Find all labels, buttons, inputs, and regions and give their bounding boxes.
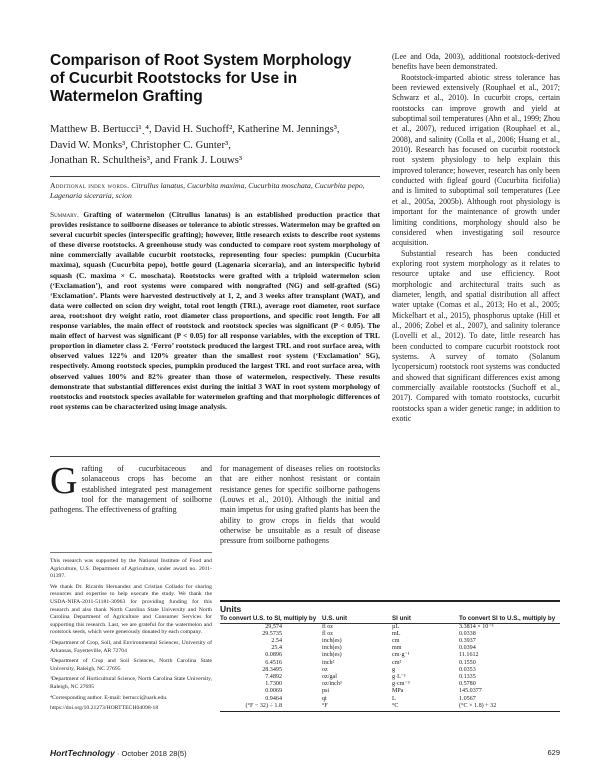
- units-header: U.S. unit: [322, 614, 348, 622]
- footnote: We thank Dr. Ricardo Hernandez and Cristian Collado for sharing resources and expertise to help execute the study. We thank the USDA-NIFA-2011-51181-30963 for providing funding for this research and also thank North Carolina State University and North Carolina Department of Agriculture and Consumer Services for supporting this research. Last, we are grateful for the watermelon and rootstock seeds, which were generously donated by each company.: [50, 583, 212, 636]
- divider-rule: [50, 456, 380, 457]
- units-header: To convert U.S. to SI, multiply by: [220, 614, 317, 622]
- footnote: ²Department of Crop and Soil Sciences, North Carolina State University, Raleigh, NC 27695: [50, 658, 212, 672]
- page-footer: [50, 748, 560, 758]
- table-cell: 0.0896: [265, 652, 282, 659]
- body-paragraph: (Lee and Oda, 2003), additional rootstock-derived benefits have been demonstrated.: [392, 52, 560, 72]
- units-header: To convert SI to U.S., multiply by: [459, 614, 556, 622]
- table-cell: 0.0069: [265, 688, 282, 695]
- keywords: [50, 181, 380, 201]
- summary-label: Summary.: [50, 210, 79, 219]
- table-cell: 1.7300: [265, 681, 282, 688]
- journal-issue: · October 2018 28(5): [116, 749, 187, 758]
- body-text: rafting of cucurbitaceous and solanaceous crops has become an established integrated pest management tool for the management of soilborne pathogens. The effectiveness of grafting: [50, 464, 212, 515]
- drop-cap: G: [50, 460, 78, 502]
- table-cell: 29.5735: [262, 630, 282, 637]
- table-cell: 28.3495: [262, 666, 282, 673]
- table-cell: °F: [322, 702, 328, 709]
- table-row: [220, 667, 560, 674]
- table-cell: 6.4516: [265, 659, 282, 666]
- units-bottom-rule: [220, 711, 560, 712]
- units-title: Units: [220, 603, 242, 614]
- units-top-rule: [220, 600, 560, 602]
- table-cell: g·cm⁻³: [392, 681, 410, 688]
- table-row: [220, 631, 560, 638]
- table-cell: mm: [392, 645, 402, 652]
- footnote: ⁴Corresponding author. E-mail: bertucci@uark.edu.: [50, 694, 168, 701]
- table-cell: 1.0567: [459, 695, 476, 702]
- table-cell: qt: [322, 695, 327, 702]
- body-column-a: [50, 460, 212, 516]
- table-cell: 0.9464: [265, 695, 282, 702]
- table-cell: 0.1550: [459, 659, 476, 666]
- units-header: SI unit: [392, 614, 411, 622]
- table-cell: 0.3937: [459, 637, 476, 644]
- units-table: [220, 600, 560, 712]
- units-grid: [220, 615, 560, 710]
- table-cell: g·L⁻¹: [392, 673, 406, 680]
- table-cell: inch(es): [322, 645, 342, 652]
- table-cell: oz/gal: [322, 673, 337, 680]
- table-cell: 3.3814 × 10⁻⁵: [459, 623, 494, 630]
- divider-rule: [50, 176, 380, 177]
- footnote-rule: [50, 552, 212, 553]
- table-cell: 11.1612: [459, 652, 479, 659]
- table-row: [220, 674, 560, 681]
- table-cell: 0.0353: [459, 666, 476, 673]
- table-row: [220, 681, 560, 688]
- author-list: [50, 122, 380, 169]
- abstract: [50, 210, 380, 412]
- table-cell: 0.5780: [459, 681, 476, 688]
- table-cell: inch(es): [322, 652, 342, 659]
- table-cell: cm: [392, 637, 400, 644]
- table-cell: 0.0394: [459, 645, 476, 652]
- table-cell: 7.4892: [265, 673, 282, 680]
- footnotes: [50, 558, 212, 716]
- table-cell: 145.0377: [459, 688, 482, 695]
- summary-text: Grafting of watermelon (Citrullus lanatus) is an established production practice that provides resistance to soilborne diseases or tolerance to abiotic stresses. Watermelon may be grafted on several cucurbit species (interspecific grafting); however, little research exists to describe root systems of these diverse rootstocks. A greenhouse study was conducted to compare root system morphology of nine commercially available cucurbit rootstocks, representing four species: pumpkin (Cucurbita maxima), squash (Cucurbita pepo), bottle gourd (Lagenaria siceraria), and an interspecific hybrid squash (C. maxima × C. moschata). Rootstocks were grafted with a triploid watermelon scion (‘Exclamation’), and root systems were compared with nongrafted (NG) and self-grafted (SG) ‘Exclamation’. Plants were harvested destructively at 1, 2, and 3 weeks after transplant (WAT), and data were collected on scion dry weight, total root length (TRL), average root diameter, root surface area, root:shoot dry weight ratio, root diameter class proportions, and specific root length. For all response variables, the main effect of rootstock and rootstock species was significant (P < 0.05). The main effect of harvest was significant (P < 0.05) for all response variables, with the exception of TRL proportion in diameter class 2. ‘Ferro’ rootstock produced the largest TRL and root surface area, with observed values 122% and 120% greater than the smallest root system (‘Exclamation’ SG), respectively. Among rootstock species, pumpkin produced the largest TRL and root surface area, with observed values 100% and 82% greater than those of watermelon, respectively. These results demonstrate that substantial differences exist during the initial 3 WAT in root system morphology of rootstocks and rootstock species available for watermelon grafting and that morphologic differences of root systems can be characterized using image analysis.: [50, 210, 380, 411]
- table-row: [220, 652, 560, 659]
- table-cell: fl oz: [322, 630, 333, 637]
- authors-line-1: Matthew B. Bertucci¹ˎ⁴, David H. Suchoff², Katherine M. Jennings³,: [50, 124, 340, 135]
- table-cell: °C: [392, 702, 399, 709]
- table-cell: mL: [392, 630, 401, 637]
- table-cell: g: [392, 666, 396, 673]
- body-paragraph: Rootstock-imparted abiotic stress tolerance has been reviewed extensively (Rouphael et al., 2017; Schwarz et al., 2010). In cucurbit crops, certain rootstocks can improve growth and yield at suboptimal soil temperatures (Ahn et al., 1999; Zhou et al., 2007), reduced irrigation (Rouphael et al., 2008), and salinity (Colla et al., 2006; Huang et al., 2010). Research has focused on cucurbit rootstock root system physiology to help explain this improved tolerance; however, research has only been conducted with figleaf gourd (Cucurbita ficifolia) and is limited to suboptimal soil temperatures (Lee et al., 2005a, 2005b). Although root physiology is important for the maintenance of growth under limiting conditions, morphology should also be considered when investigating soil resource acquisition.: [392, 72, 560, 248]
- table-cell: 29,574: [265, 623, 282, 630]
- keywords-text: Citrullus lanatus, Cucurbita maxima, Cucurbita moschata, Cucurbita pepo, Lagenaria siceraria, scion: [50, 181, 365, 201]
- table-cell: 25.4: [271, 645, 282, 652]
- table-cell: oz: [322, 666, 328, 673]
- footnote: This research was supported by the National Institute of Food and Agriculture, U.S. Department of Agriculture, under award no. 2011-01397.: [50, 558, 212, 580]
- article-title: Comparison of Root System Morphology of Cucurbit Rootstocks for Use in Watermelon Grafting: [50, 52, 352, 105]
- table-cell: fl oz: [322, 623, 333, 630]
- table-row: [220, 660, 560, 667]
- page-number: 629: [547, 748, 560, 757]
- table-cell: 2.54: [271, 637, 282, 644]
- body-column-b: for management of diseases relies on rootstocks that are either nonhost resistant or contain resistance genes for specific soilborne pathogens (Louws et al., 2010). Although the initial and main impetus for using grafted plants has been the ability to grow crops in fields that would otherwise be unsuitable as a result of disease pressure from soilborne pathogens: [220, 464, 380, 546]
- table-cell: inch²: [322, 659, 335, 666]
- body-paragraph: Substantial research has been conducted exploring root system morphology as it relates to resource uptake and use efficiency. Root morphologic and architectural traits such as diameter, length, and spatial distribution all affect water uptake (Comas et al., 2013; Ho et al., 2005; Mickelbart et al., 2015), phosphorus uptake (Hill et al., 2006; Zobel et al., 2007), and salinity tolerance (Lovelli et al., 2012). To date, little research has been conducted to compare cucurbit rootstock root systems. A survey of tomato (Solanum lycopersicum) rootstock root systems was conducted and showed that significant differences exist among commercially available rootstocks (Suchoff et al., 2017). Compared with tomato rootstocks, cucurbit rootstocks span a wider genetic range; in addition to exotic: [392, 248, 560, 424]
- table-cell: (°F − 32) ÷ 1.8: [245, 702, 282, 709]
- authors-line-3: Jonathan R. Schultheis³, and Frank J. Louws³: [50, 155, 243, 166]
- footnote: ³Department of Horticultural Science, North Carolina State University, Raleigh, NC 27695: [50, 676, 212, 690]
- table-cell: L: [392, 695, 396, 702]
- table-row: [220, 623, 560, 631]
- authors-line-2: David W. Monks³, Christopher C. Gunter³,: [50, 139, 231, 151]
- table-cell: cm²: [392, 659, 402, 666]
- table-cell: inch(es): [322, 637, 342, 644]
- table-cell: 0.0338: [459, 630, 476, 637]
- table-cell: (°C × 1.8) + 32: [459, 702, 497, 709]
- footnote: ¹Department of Crop, Soil, and Environmental Sciences, University of Arkansas, Fayetteville, AR 72704: [50, 639, 212, 654]
- table-cell: MPa: [392, 688, 404, 695]
- keywords-label: Additional index words.: [50, 181, 130, 190]
- table-cell: cm·g⁻¹: [392, 652, 410, 659]
- table-row: [220, 688, 560, 695]
- table-row: [220, 696, 560, 703]
- table-row: [220, 703, 560, 710]
- table-row: [220, 645, 560, 652]
- journal-logo: HortTechnology: [50, 748, 115, 758]
- body-column-c: [392, 52, 560, 424]
- table-cell: psi: [322, 688, 330, 695]
- doi-link[interactable]: https://doi.org/10.21273/HORTTECH04098-18: [50, 705, 159, 712]
- table-cell: 0.1335: [459, 673, 476, 680]
- table-cell: µL: [392, 623, 400, 630]
- table-row: [220, 638, 560, 645]
- table-cell: oz/inch³: [322, 681, 342, 688]
